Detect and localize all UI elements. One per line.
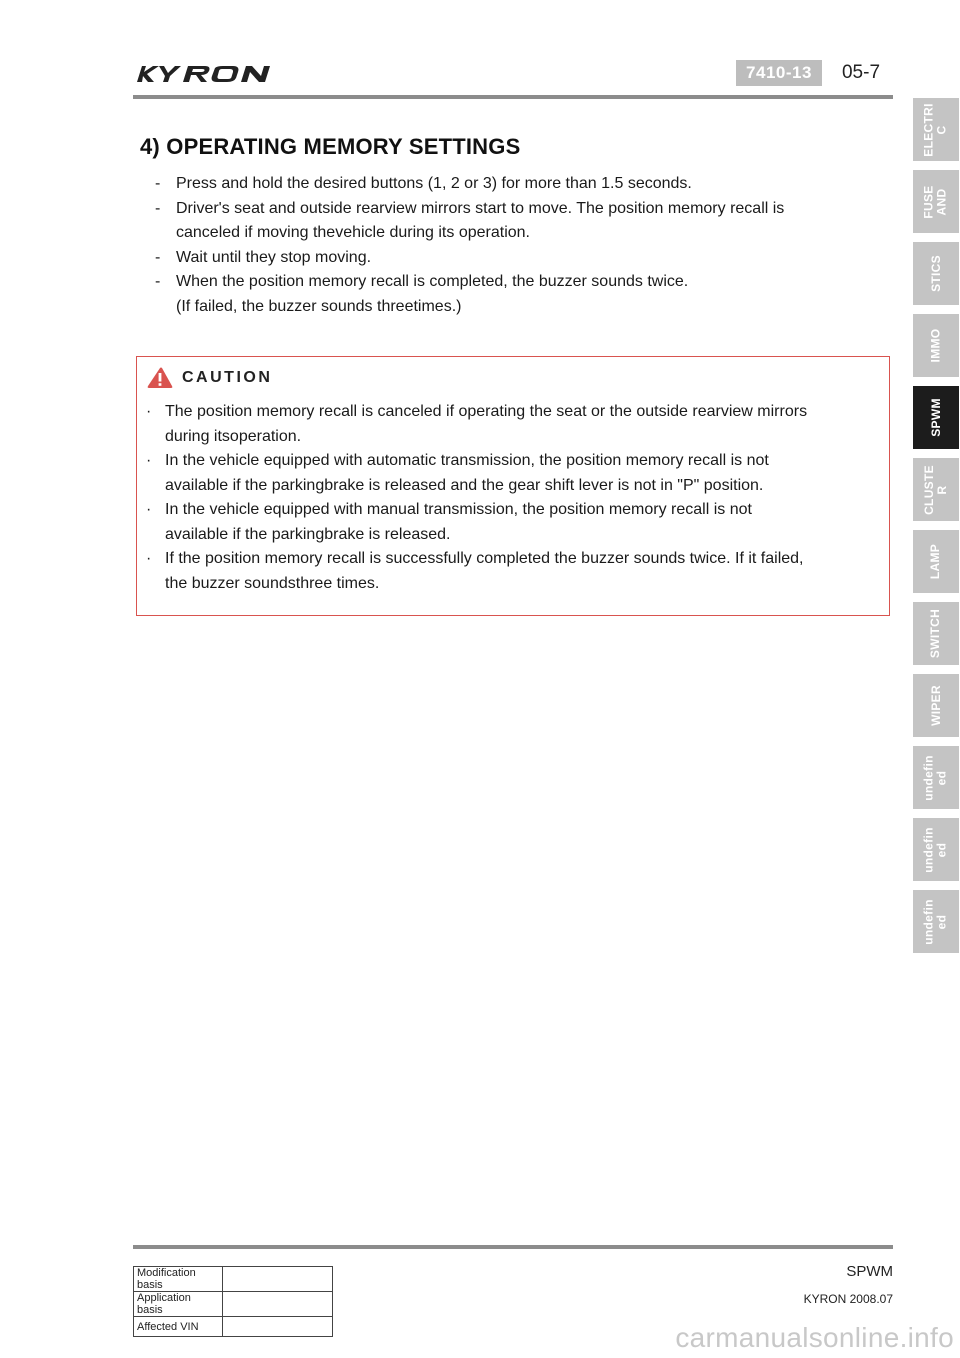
- list-bullet: -: [155, 273, 161, 290]
- side-tab-immo[interactable]: [913, 314, 959, 377]
- caution-note: [137, 498, 882, 547]
- table-cell-value: [223, 1267, 333, 1292]
- note-bullet: ·: [146, 501, 152, 518]
- footer-divider: [133, 1245, 893, 1249]
- table-cell-value: [223, 1317, 333, 1337]
- table-row: [134, 1317, 333, 1337]
- note-bullet: ·: [146, 403, 152, 420]
- side-tab-undefined[interactable]: [913, 818, 959, 881]
- caution-note-text: during itsoperation.: [165, 427, 302, 445]
- footer-model-date: KYRON 2008.07: [803, 1292, 893, 1306]
- caution-header: [146, 366, 272, 390]
- side-tab-label: IMMO: [928, 328, 943, 363]
- side-tab-cluster[interactable]: [913, 458, 959, 521]
- list-item: [148, 197, 892, 246]
- table-row: [134, 1292, 333, 1317]
- caution-note-text: If the position memory recall is successfully completed the buzzer sounds twice. If it failed,: [165, 550, 804, 567]
- side-tab-wiper[interactable]: [913, 674, 959, 737]
- side-tab-fuseand[interactable]: [913, 170, 959, 233]
- side-tab-label: ELECTRI C: [922, 102, 949, 157]
- table-cell-label: Modification basis: [134, 1267, 223, 1292]
- list-bullet: -: [155, 248, 161, 266]
- caution-note: [137, 547, 882, 596]
- side-tab-label: undefin ed: [922, 898, 949, 945]
- operating-steps-list: [148, 172, 892, 319]
- side-tab-undefined[interactable]: [913, 890, 959, 953]
- side-tab-label: WIPER: [928, 685, 943, 726]
- side-tab-label: STICS: [928, 255, 943, 292]
- kyron-logo: [133, 64, 278, 84]
- list-item-text: When the position memory recall is completed, the buzzer sounds twice.: [176, 273, 689, 290]
- caution-note-text: available if the parkingbrake is released and the gear shift lever is not in "P" position.: [165, 476, 764, 494]
- side-tab-switch[interactable]: [913, 602, 959, 665]
- side-tab-stics[interactable]: [913, 242, 959, 305]
- side-tab-undefined[interactable]: [913, 746, 959, 809]
- caution-note: [137, 449, 882, 498]
- side-tab-label: CLUSTE R: [922, 464, 949, 515]
- side-tab-label: undefin ed: [922, 826, 949, 873]
- footer-section-name: SPWM: [846, 1263, 893, 1280]
- warning-triangle-icon: [146, 366, 174, 390]
- side-tab-lamp[interactable]: [913, 530, 959, 593]
- caution-note-text: the buzzer soundsthree times.: [165, 574, 380, 592]
- modification-table: [133, 1266, 333, 1337]
- list-item: [148, 172, 892, 197]
- side-tab-label: LAMP: [928, 543, 943, 580]
- caution-note-text: In the vehicle equipped with automatic transmission, the position memory recall is not: [165, 452, 769, 469]
- caution-box: [136, 356, 890, 616]
- list-bullet: -: [155, 175, 161, 192]
- table-cell-label: Application basis: [134, 1292, 223, 1317]
- list-item-text: Wait until they stop moving.: [176, 248, 372, 266]
- caution-note-text: available if the parkingbrake is released.: [165, 525, 451, 543]
- caution-note-text: In the vehicle equipped with manual transmission, the position memory recall is not: [165, 501, 752, 518]
- page-number: 05-7: [841, 62, 881, 83]
- table-cell-value: [223, 1292, 333, 1317]
- side-tab-spwm[interactable]: [913, 386, 959, 449]
- section-title: 4) OPERATING MEMORY SETTINGS: [140, 134, 521, 159]
- side-tab-electric[interactable]: [913, 98, 959, 161]
- watermark: carmanualsonline.info: [675, 1322, 954, 1353]
- caution-notes-list: [137, 400, 882, 596]
- side-tab-label: SPWM: [928, 398, 943, 437]
- side-tab-label: undefin ed: [922, 754, 949, 801]
- list-item-text: canceled if moving thevehicle during its operation.: [176, 224, 530, 241]
- list-item-text: (If failed, the buzzer sounds threetimes.): [176, 297, 462, 315]
- caution-label: CAUTION: [182, 369, 273, 386]
- table-cell-label: Affected VIN: [134, 1317, 223, 1337]
- caution-note: [137, 400, 882, 449]
- note-bullet: ·: [146, 452, 152, 469]
- side-tab-label: FUSE AND: [922, 184, 949, 219]
- list-item: [148, 246, 892, 271]
- list-item-text: Driver's seat and outside rearview mirrors start to move. The position memory recall is: [176, 199, 785, 217]
- list-item-text: Press and hold the desired buttons (1, 2 or 3) for more than 1.5 seconds.: [176, 175, 692, 192]
- side-tab-label: SWITCH: [928, 608, 943, 659]
- table-row: [134, 1267, 333, 1292]
- list-item: [148, 270, 892, 319]
- document-code-badge: 7410-13: [736, 60, 822, 86]
- list-bullet: -: [155, 199, 161, 217]
- caution-note-text: The position memory recall is canceled if operating the seat or the outside rearview mirrors: [165, 403, 808, 420]
- header-divider: [133, 95, 893, 99]
- note-bullet: ·: [146, 550, 152, 567]
